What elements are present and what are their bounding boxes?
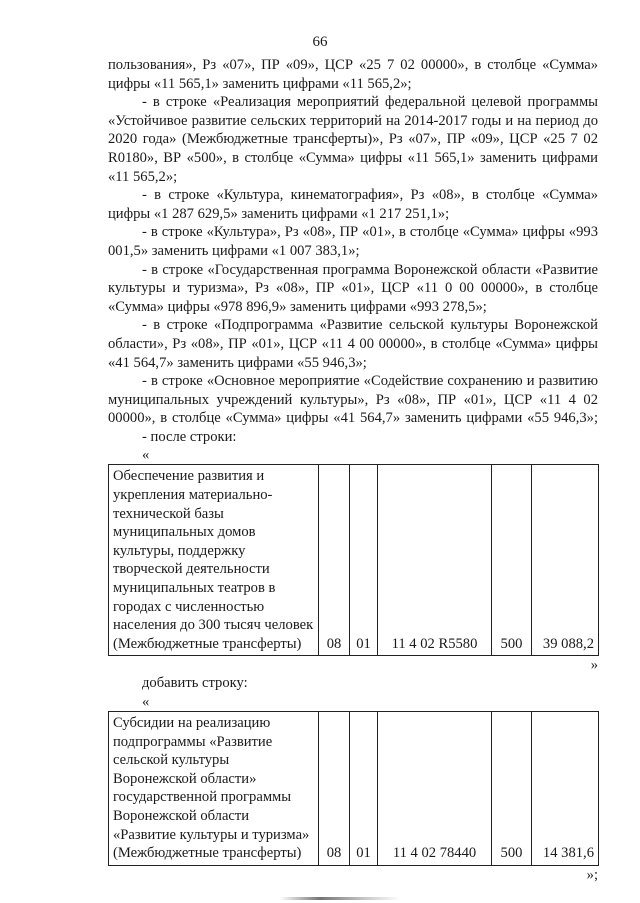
row-csr: 11 4 02 R5580	[378, 465, 492, 656]
table-row	[109, 712, 599, 866]
paragraph: - в строке «Реализация мероприятий федеральной целевой программы «Устойчивое развитие сельских территорий на 2014-2017 годы и на период до 2020 года» (Межбюджетные трансферты)», Рз «07», ПР «09», ЦСР «25 7 02 R0180», ВР «500», в столбце «Сумма» цифры «11 565,1» заменить цифрами «11 565,2»;	[108, 94, 598, 185]
open-quote: «	[142, 447, 150, 464]
row-sum: 39 088,2	[532, 465, 599, 656]
scan-smudge	[280, 897, 400, 900]
row-vr: 500	[492, 712, 532, 866]
document-body	[108, 56, 598, 884]
row-name: Субсидии на реализацию подпрограммы «Развитие сельской культуры Воронежской области» государственной программы Воронежской области «Развитие культуры и туризма» (Межбюджетные трансферты)	[109, 712, 319, 866]
row-rz: 08	[319, 465, 350, 656]
table-row	[109, 465, 599, 656]
paragraph: пользования», Рз «07», ПР «09», ЦСР «25 7 02 00000», в столбце «Сумма» цифры «11 565,1» заменить цифрами «11 565,2»;	[108, 57, 598, 92]
paragraph: - в строке «Подпрограмма «Развитие сельской культуры Воронежской области», Рз «08», ПР «01», ЦСР «11 4 00 00000», в столбце «Сумма» цифры «41 564,7» заменить цифрами «55 946,3»;	[108, 317, 598, 371]
row-pr: 01	[350, 465, 378, 656]
row-name: Обеспечение развития и укрепления материально-технической базы муниципальных домов культуры, поддержку творческой деятельности муниципальных театров в городах с численностью населения до 300 тысяч человек (Межбюджетные трансферты)	[109, 465, 319, 656]
paragraph: - в строке «Культура», Рз «08», ПР «01», в столбце «Сумма» цифры «993 001,5» заменить цифрами «1 007 383,1»;	[108, 224, 598, 259]
paragraph: - в строке «Культура, кинематография», Рз «08», в столбце «Сумма» цифры «1 287 629,5» заменить цифрами «1 217 251,1»;	[108, 187, 598, 222]
paragraph: - в строке «Основное мероприятие «Содействие сохранению и развитию муниципальных учреждений культуры», Рз «08», ПР «01», ЦСР «11 4 02 00000», в столбце «Сумма» цифры «41 564,7» заменить цифрами «55 946,3»;	[108, 373, 598, 427]
close-quote: »	[590, 657, 598, 674]
paragraph: - в строке «Государственная программа Воронежской области «Развитие культуры и туризма», Рз «08», ПР «01», ЦСР «11 0 00 00000», в столбце «Сумма» цифры «978 896,9» заменить цифрами «993 278,5»;	[108, 261, 598, 315]
row-csr: 11 4 02 78440	[378, 712, 492, 866]
open-quote: «	[142, 694, 150, 710]
row-pr: 01	[350, 712, 378, 866]
table-after-row	[108, 464, 599, 656]
row-vr: 500	[492, 465, 532, 656]
close-quote: »;	[586, 866, 598, 883]
page-number: 66	[312, 34, 328, 50]
row-rz: 08	[319, 712, 350, 866]
row-sum: 14 381,6	[532, 712, 599, 866]
after-row-label: - после строки:	[142, 428, 237, 445]
add-row-label: добавить строку:	[142, 675, 248, 692]
table-added-row	[108, 711, 599, 866]
